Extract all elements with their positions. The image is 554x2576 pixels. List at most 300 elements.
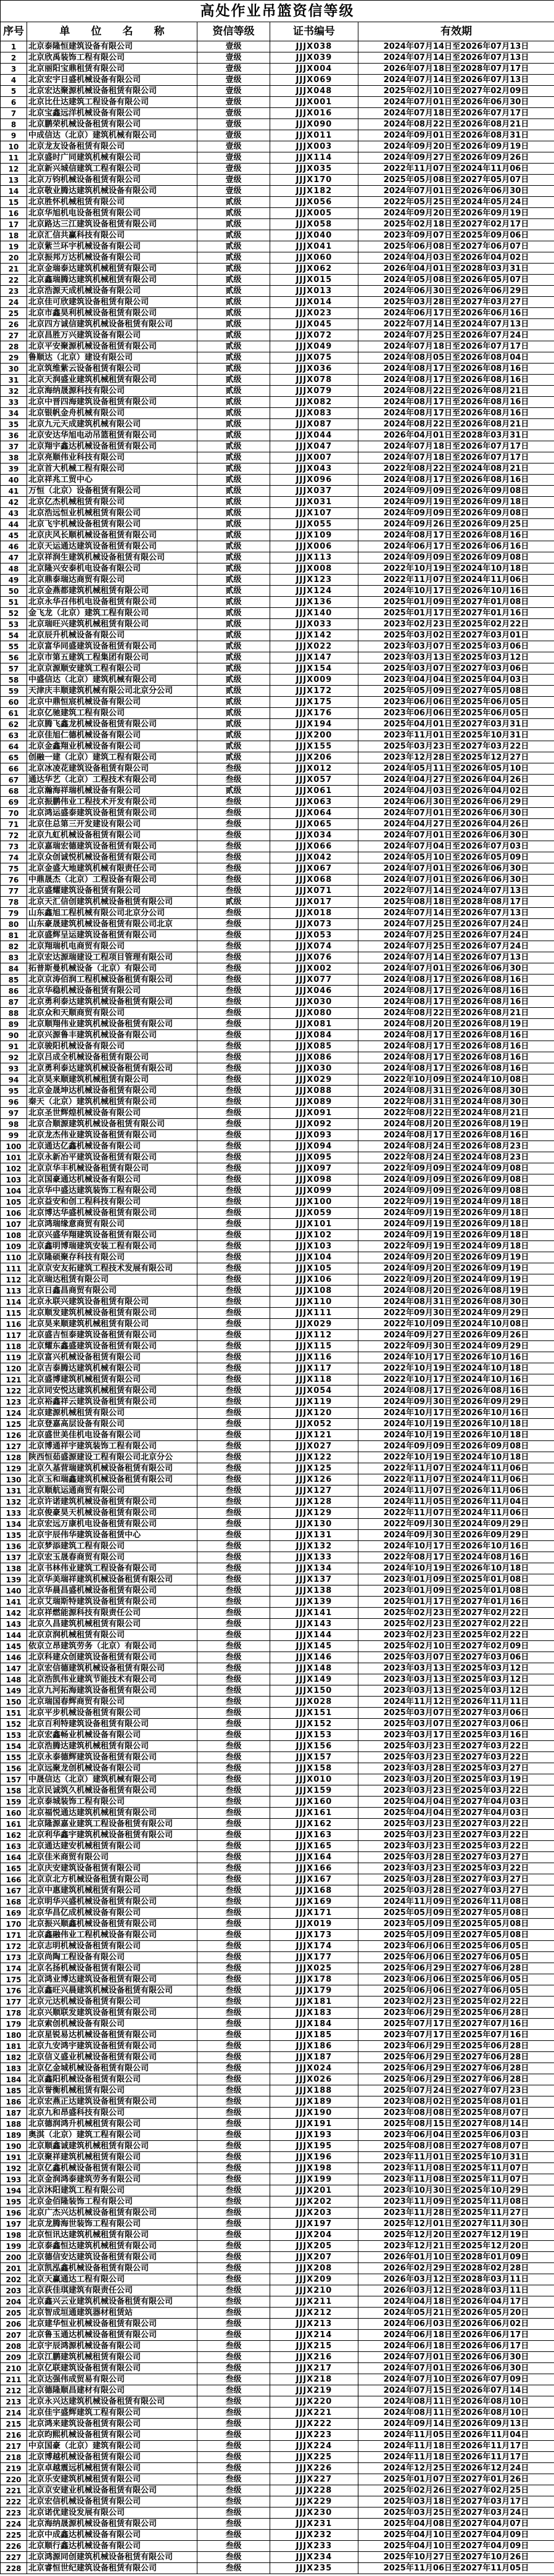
- grade-cell: 叁级: [197, 963, 270, 974]
- row-number-cell: 210: [1, 2363, 27, 2374]
- row-number-cell: 63: [1, 730, 27, 741]
- company-name-cell: 北京永泰德辉建筑设备租赁有限公司: [27, 1752, 197, 1763]
- company-name-cell: 北京天赢通达工程有限公司: [27, 2274, 197, 2285]
- grade-cell: 贰级: [197, 352, 270, 364]
- table-row: [1, 1086, 554, 1097]
- company-name-cell: 北京飞宇机械设备租赁有限公司: [27, 519, 197, 530]
- company-name-cell: 北京宏宇日盛机械设备有限公司: [27, 75, 197, 86]
- table-row: [1, 508, 554, 519]
- company-name-cell: 北京鑫融伟业工程机械设备有限公司: [27, 1930, 197, 1941]
- validity-cell: 2025年06月29日至2027年06月28日: [358, 2074, 554, 2085]
- company-name-cell: 北京振鹏伟业工程技术开发有限公司: [27, 797, 197, 808]
- row-number-cell: 70: [1, 808, 27, 819]
- cert-no-cell: JJJX054: [270, 1386, 358, 1397]
- company-name-cell: 北京盛世美佳机电设备有限公司: [27, 1430, 197, 1441]
- grade-cell: 贰级: [197, 752, 270, 763]
- cert-no-cell: JJJX176: [270, 708, 358, 719]
- company-name-cell: 北京玉和瑞鑫建筑机械设备租赁有限公司: [27, 1474, 197, 1485]
- table-row: [1, 2030, 554, 2041]
- table-row: [1, 1197, 554, 1208]
- table-row: [1, 997, 554, 1008]
- cert-no-cell: JJJX228: [270, 2485, 358, 2496]
- row-number-cell: 21: [1, 264, 27, 275]
- company-name-cell: 北京日鑫昌商贸有限公司: [27, 1286, 197, 1297]
- row-number-cell: 157: [1, 1774, 27, 1785]
- table-row: [1, 1474, 554, 1485]
- company-name-cell: 北京勇利泰达建筑机械设备租赁有限公司: [27, 997, 197, 1008]
- table-row: [1, 1174, 554, 1186]
- grade-cell: 贰级: [197, 630, 270, 641]
- table-row: [1, 1952, 554, 1963]
- cert-no-cell: JJJX099: [270, 1186, 358, 1197]
- company-name-cell: 北京誉衡机械租赁有限公司: [27, 2085, 197, 2096]
- grade-cell: 叁级: [197, 1397, 270, 1408]
- validity-cell: 2024年09月01日至2026年08月31日: [358, 130, 554, 141]
- cert-no-cell: JJJX139: [270, 1597, 358, 1608]
- company-name-cell: 北京裕鑫祥云建筑设备租赁有限公司: [27, 1397, 197, 1408]
- cert-no-cell: JJJX172: [270, 686, 358, 697]
- validity-cell: 2024年06月03日至2026年06月02日: [358, 2319, 554, 2330]
- company-name-cell: 北京住总第三开发建设有限公司: [27, 819, 197, 830]
- table-row: [1, 1841, 554, 1852]
- validity-cell: 2024年06月17日至2026年06月16日: [358, 541, 554, 552]
- cert-no-cell: JJJX127: [270, 1485, 358, 1497]
- grade-cell: 叁级: [197, 2096, 270, 2108]
- cert-no-cell: JJJX106: [270, 1274, 358, 1286]
- row-number-cell: 122: [1, 1386, 27, 1397]
- table-row: [1, 741, 554, 752]
- grade-cell: 贰级: [197, 519, 270, 530]
- table-row: [1, 808, 554, 819]
- grade-cell: 叁级: [197, 2163, 270, 2174]
- table-row: [1, 2441, 554, 2452]
- row-number-cell: 186: [1, 2096, 27, 2108]
- row-number-cell: 167: [1, 1885, 27, 1897]
- cert-no-cell: JJJX028: [270, 1697, 358, 1708]
- company-name-cell: 北京紫兰环宇机械设备有限公司: [27, 241, 197, 252]
- grade-cell: 叁级: [197, 1863, 270, 1874]
- cert-no-cell: JJJX123: [270, 575, 358, 586]
- table-row: [1, 2096, 554, 2108]
- table-row: [1, 1408, 554, 1419]
- table-row: [1, 2530, 554, 2541]
- validity-cell: 2024年11月07日至2026年11月06日: [358, 1485, 554, 1497]
- validity-cell: 2024年08月17日至2026年08月16日: [358, 530, 554, 541]
- company-name-cell: 北京祥兆工贸中心: [27, 475, 197, 486]
- validity-cell: 2024年09月14日至2026年09月13日: [358, 2419, 554, 2430]
- grade-cell: 叁级: [197, 1163, 270, 1174]
- company-name-cell: 北京金晟坤达机械设备租赁有限公司: [27, 1086, 197, 1097]
- table-row: [1, 463, 554, 475]
- row-number-cell: 141: [1, 1597, 27, 1608]
- validity-cell: 2024年08月31日至2026年08月30日: [358, 1297, 554, 1308]
- validity-cell: 2023年04月04日至2025年04月03日: [358, 675, 554, 686]
- grade-cell: 叁级: [197, 775, 270, 786]
- table-row: [1, 2108, 554, 2119]
- cert-no-cell: JJJX081: [270, 1019, 358, 1030]
- company-name-cell: 北京盛耀建筑设备租赁有限公司: [27, 886, 197, 897]
- table-row: [1, 1785, 554, 1797]
- grade-cell: 叁级: [197, 1630, 270, 1641]
- company-name-cell: 北京永联兴建筑设备租赁有限公司: [27, 1297, 197, 1308]
- table-row: [1, 1341, 554, 1352]
- cert-no-cell: JJJX132: [270, 1541, 358, 1552]
- cert-no-cell: JJJX199: [270, 2174, 358, 2185]
- grade-cell: 贰级: [197, 264, 270, 275]
- row-number-cell: 95: [1, 1086, 27, 1097]
- grade-cell: 叁级: [197, 1452, 270, 1463]
- validity-cell: 2024年11月05日至2026年11月04日: [358, 2430, 554, 2441]
- table-row: [1, 1297, 554, 1308]
- cert-no-cell: JJJX163: [270, 1830, 358, 1841]
- company-name-cell: 通达华艺（北京）工程技术有限公司: [27, 775, 197, 786]
- grade-cell: 壹级: [197, 119, 270, 130]
- row-number-cell: 62: [1, 719, 27, 730]
- row-number-cell: 30: [1, 364, 27, 375]
- company-name-cell: 北京翔宇鑫达机械设备租赁有限公司: [27, 441, 197, 452]
- company-name-cell: 北京尚陶工程设备有限公司: [27, 1952, 197, 1963]
- company-name-cell: 北京浩源天成机械设备有限公司: [27, 286, 197, 297]
- cert-no-cell: JJJX154: [270, 663, 358, 675]
- row-number-cell: 26: [1, 319, 27, 330]
- table-row: [1, 2252, 554, 2263]
- table-row: [1, 352, 554, 364]
- row-number-cell: 3: [1, 64, 27, 75]
- company-name-cell: 北京亿驰建筑工程有限公司: [27, 708, 197, 719]
- row-number-cell: 87: [1, 997, 27, 1008]
- grade-cell: 壹级: [197, 75, 270, 86]
- grade-cell: 叁级: [197, 1330, 270, 1341]
- company-name-cell: 北京欣禹装饰工程有限公司: [27, 52, 197, 64]
- row-number-cell: 218: [1, 2452, 27, 2463]
- validity-cell: 2022年08月22日至2024年08月21日: [358, 463, 554, 475]
- row-number-cell: 69: [1, 797, 27, 808]
- row-number-cell: 140: [1, 1585, 27, 1597]
- table-row: [1, 1263, 554, 1274]
- company-name-cell: 北京敬业腾达建筑机械设备有限公司: [27, 186, 197, 197]
- company-name-cell: 北京丽阳宝鼎租赁有限公司: [27, 64, 197, 75]
- row-number-cell: 189: [1, 2130, 27, 2141]
- row-number-cell: 74: [1, 852, 27, 863]
- title-row: [1, 1, 554, 22]
- grade-cell: 叁级: [197, 1463, 270, 1474]
- company-name-cell: 山东鑫旭工程机械有限公司北京分公司: [27, 908, 197, 919]
- grade-cell: 贰级: [197, 675, 270, 686]
- grade-cell: 叁级: [197, 1363, 270, 1374]
- validity-cell: 2024年10月17日至2026年10月16日: [358, 1408, 554, 1419]
- row-number-cell: 200: [1, 2252, 27, 2263]
- cert-no-cell: JJJX173: [270, 1930, 358, 1941]
- validity-cell: 2025年06月06日至2027年06月05日: [358, 1985, 554, 1996]
- grade-cell: 叁级: [197, 1819, 270, 1830]
- row-number-cell: 159: [1, 1797, 27, 1808]
- validity-cell: 2023年12月21日至2025年12月20日: [358, 2241, 554, 2252]
- row-number-cell: 192: [1, 2163, 27, 2174]
- cert-no-cell: JJJX042: [270, 852, 358, 863]
- validity-cell: 2024年08月05日至2026年08月04日: [358, 352, 554, 364]
- row-number-cell: 90: [1, 1030, 27, 1041]
- validity-cell: 2024年07月18日至2026年07月17日: [358, 108, 554, 119]
- cert-no-cell: JJJX182: [270, 186, 358, 197]
- validity-cell: 2023年03月13日至2025年03月12日: [358, 652, 554, 663]
- grade-cell: 叁级: [197, 2308, 270, 2319]
- company-name-cell: 万恒（北京）设备租赁有限公司: [27, 486, 197, 497]
- validity-cell: 2023年11月08日至2025年11月07日: [358, 2163, 554, 2174]
- table-row: [1, 2507, 554, 2519]
- cert-no-cell: JJJX214: [270, 2330, 358, 2341]
- grade-cell: 叁级: [197, 2252, 270, 2263]
- cert-no-cell: JJJX065: [270, 819, 358, 830]
- grade-cell: 叁级: [197, 2119, 270, 2130]
- validity-cell: 2024年11月18日至2026年11月17日: [358, 2441, 554, 2452]
- row-number-cell: 137: [1, 1552, 27, 1563]
- row-number-cell: 202: [1, 2274, 27, 2285]
- company-name-cell: 北京昊来顺建筑机械租赁有限公司: [27, 1319, 197, 1330]
- table-row: [1, 1463, 554, 1474]
- table-row: [1, 1119, 554, 1130]
- cert-no-cell: JJJX136: [270, 597, 358, 608]
- cert-no-cell: JJJX146: [270, 1652, 358, 1663]
- row-number-cell: 212: [1, 2385, 27, 2396]
- cert-no-cell: JJJX145: [270, 1641, 358, 1652]
- cert-no-cell: JJJX223: [270, 2430, 358, 2441]
- row-number-cell: 148: [1, 1674, 27, 1685]
- row-number-cell: 96: [1, 1097, 27, 1108]
- validity-cell: 2023年11月28日至2025年11月27日: [358, 2208, 554, 2219]
- cert-no-cell: JJJX111: [270, 1308, 358, 1319]
- row-number-cell: 73: [1, 841, 27, 852]
- validity-cell: 2026年04月01日至2028年03月31日: [358, 264, 554, 275]
- column-header-validity: 有效期: [358, 22, 554, 41]
- grade-cell: 叁级: [197, 1708, 270, 1719]
- row-number-cell: 139: [1, 1574, 27, 1585]
- cert-no-cell: JJJX036: [270, 364, 358, 375]
- grade-cell: 叁级: [197, 2296, 270, 2308]
- validity-cell: 2025年04月04日至2027年04月03日: [358, 1797, 554, 1808]
- validity-cell: 2024年10月19日至2026年10月18日: [358, 1419, 554, 1430]
- grade-cell: 叁级: [197, 1263, 270, 1274]
- grade-cell: 叁级: [197, 2141, 270, 2152]
- cert-no-cell: JJJX030: [270, 997, 358, 1008]
- grade-cell: 叁级: [197, 1474, 270, 1485]
- grade-cell: 叁级: [197, 1052, 270, 1063]
- cert-no-cell: JJJX029: [270, 1319, 358, 1330]
- grade-cell: 叁级: [197, 1697, 270, 1708]
- table-row: [1, 2085, 554, 2096]
- validity-cell: 2023年01月09日至2025年01月08日: [358, 1585, 554, 1597]
- company-name-cell: 北京振兴顺鑫机械设备租赁有限公司: [27, 1919, 197, 1930]
- grade-cell: 叁级: [197, 1797, 270, 1808]
- company-name-cell: 北京国豪通达机械设备有限公司: [27, 1174, 197, 1186]
- row-number-cell: 193: [1, 2174, 27, 2185]
- cert-no-cell: JJJX143: [270, 1619, 358, 1630]
- row-number-cell: 16: [1, 208, 27, 219]
- cert-no-cell: JJJX108: [270, 1286, 358, 1297]
- row-number-cell: 228: [1, 2563, 27, 2574]
- company-name-cell: 北京浩腾达建筑机械租赁有限公司: [27, 1741, 197, 1752]
- row-number-cell: 40: [1, 475, 27, 486]
- company-name-cell: 北京佳宇盛辉建筑工程有限公司: [27, 2408, 197, 2419]
- row-number-cell: 80: [1, 919, 27, 930]
- validity-cell: 2024年08月24日至2026年08月23日: [358, 1141, 554, 1152]
- validity-cell: 2024年09月20日至2026年09月19日: [358, 1263, 554, 1274]
- table-row: [1, 697, 554, 708]
- row-number-cell: 134: [1, 1519, 27, 1530]
- cert-no-cell: JJJX194: [270, 719, 358, 730]
- company-name-cell: 北京梦添建筑工程有限公司: [27, 1541, 197, 1552]
- table-row: [1, 1041, 554, 1052]
- row-number-cell: 104: [1, 1186, 27, 1197]
- row-number-cell: 54: [1, 630, 27, 641]
- cert-no-cell: JJJX116: [270, 1352, 358, 1363]
- cert-no-cell: JJJX217: [270, 2363, 358, 2374]
- row-number-cell: 34: [1, 408, 27, 419]
- row-number-cell: 114: [1, 1297, 27, 1308]
- validity-cell: 2024年07月14日至2026年07月13日: [358, 952, 554, 963]
- cert-no-cell: JJJX157: [270, 1752, 358, 1763]
- validity-cell: 2025年06月29日至2027年06月28日: [358, 1963, 554, 1974]
- company-name-cell: 北京顺发建筑机械设备租赁有限公司: [27, 1308, 197, 1319]
- table-row: [1, 797, 554, 808]
- table-row: [1, 108, 554, 119]
- validity-cell: 2023年02月23日至2025年02月22日: [358, 619, 554, 630]
- company-name-cell: 北京筑维紫云设备租赁有限公司: [27, 364, 197, 375]
- validity-cell: 2024年07月25日至2026年07月24日: [358, 919, 554, 930]
- company-name-cell: 北京宏达聚源机械设备租赁有限公司: [27, 86, 197, 97]
- grade-cell: 叁级: [197, 1641, 270, 1652]
- cert-no-cell: JJJX094: [270, 1141, 358, 1152]
- grade-cell: 贰级: [197, 341, 270, 352]
- grade-cell: 叁级: [197, 1408, 270, 1419]
- table-row: [1, 1874, 554, 1885]
- row-number-cell: 151: [1, 1708, 27, 1719]
- table-row: [1, 2396, 554, 2408]
- table-row: [1, 2285, 554, 2296]
- cert-no-cell: JJJX024: [270, 2063, 358, 2074]
- grade-cell: 叁级: [197, 2552, 270, 2563]
- company-name-cell: 北京亮顺伟业科技有限公司: [27, 452, 197, 463]
- cert-no-cell: JJJX159: [270, 1785, 358, 1797]
- cert-no-cell: JJJX177: [270, 1952, 358, 1963]
- row-number-cell: 2: [1, 52, 27, 64]
- cert-no-cell: JJJX122: [270, 1452, 358, 1463]
- row-number-cell: 185: [1, 2085, 27, 2096]
- validity-cell: 2024年07月01日至2026年06月30日: [358, 2363, 554, 2374]
- company-name-cell: 北京四方诚信建筑机械设备租赁有限公司: [27, 319, 197, 330]
- company-name-cell: 北京骏阳机械设备有限公司: [27, 1041, 197, 1052]
- validity-cell: 2024年08月22日至2026年08月21日: [358, 119, 554, 130]
- cert-no-cell: JJJX209: [270, 2274, 358, 2285]
- validity-cell: 2024年09月20日至2026年09月19日: [358, 208, 554, 219]
- cert-no-cell: JJJX092: [270, 1119, 358, 1130]
- validity-cell: 2025年03月23日至2027年03月22日: [358, 1830, 554, 1841]
- table-row: [1, 286, 554, 297]
- grade-cell: 叁级: [197, 1186, 270, 1197]
- cert-no-cell: JJJX031: [270, 497, 358, 508]
- table-row: [1, 2296, 554, 2308]
- table-row: [1, 1885, 554, 1897]
- cert-no-cell: JJJX195: [270, 2141, 358, 2152]
- row-number-cell: 100: [1, 1141, 27, 1152]
- cert-no-cell: JJJX016: [270, 108, 358, 119]
- table-row: [1, 1763, 554, 1774]
- validity-cell: 2025年03月23日至2027年03月22日: [358, 741, 554, 752]
- cert-no-cell: JJJX129: [270, 1508, 358, 1519]
- cert-no-cell: JJJX109: [270, 530, 358, 541]
- row-number-cell: 4: [1, 75, 27, 86]
- grade-cell: 叁级: [197, 2463, 270, 2474]
- cert-no-cell: JJJX179: [270, 1985, 358, 1996]
- company-name-cell: 北京鑫兴云业建筑机械设备租赁有限公司: [27, 2296, 197, 2308]
- grade-cell: 叁级: [197, 1674, 270, 1685]
- cert-no-cell: JJJX185: [270, 2030, 358, 2041]
- validity-cell: 2024年11月18日至2026年11月17日: [358, 2452, 554, 2463]
- cert-no-cell: JJJX118: [270, 1374, 358, 1386]
- table-row: [1, 2163, 554, 2174]
- cert-no-cell: JJJX158: [270, 1763, 358, 1774]
- table-row: [1, 1852, 554, 1863]
- cert-no-cell: JJJX009: [270, 675, 358, 686]
- grade-cell: 叁级: [197, 1297, 270, 1308]
- table-row: [1, 1230, 554, 1241]
- row-number-cell: 130: [1, 1474, 27, 1485]
- grade-cell: 壹级: [197, 186, 270, 197]
- grade-cell: 叁级: [197, 1252, 270, 1263]
- company-name-cell: 北京庆风长顺机械设备租赁有限公司: [27, 530, 197, 541]
- row-number-cell: 216: [1, 2430, 27, 2441]
- validity-cell: 2025年06月29日至2027年06月28日: [358, 2063, 554, 2074]
- row-number-cell: 146: [1, 1652, 27, 1663]
- validity-cell: 2022年10月09日至2024年10月08日: [358, 1319, 554, 1330]
- cert-no-cell: JJJX189: [270, 2096, 358, 2108]
- company-name-cell: 北京京华丰机械设备租赁有限公司: [27, 1163, 197, 1174]
- cert-no-cell: JJJX084: [270, 1030, 358, 1041]
- row-number-cell: 201: [1, 2263, 27, 2274]
- company-name-cell: 北京信义盛业机械设备租赁有限公司: [27, 2052, 197, 2063]
- company-name-cell: 北京鸿运盛泰建筑设备租赁有限公司: [27, 808, 197, 819]
- grade-cell: 叁级: [197, 2519, 270, 2530]
- company-name-cell: 北京德信安达建筑设备租赁有限公司: [27, 2252, 197, 2263]
- row-number-cell: 168: [1, 1897, 27, 1908]
- cert-no-cell: JJJX126: [270, 1474, 358, 1485]
- cert-no-cell: JJJX034: [270, 830, 358, 841]
- cert-no-cell: JJJX231: [270, 2519, 358, 2530]
- row-number-cell: 110: [1, 1252, 27, 1263]
- cert-no-cell: JJJX235: [270, 2563, 358, 2574]
- validity-cell: 2022年10月09日至2024年10月08日: [358, 1074, 554, 1086]
- row-number-cell: 6: [1, 97, 27, 108]
- validity-cell: 2024年06月30日至2026年06月29日: [358, 286, 554, 297]
- company-name-cell: 北京博通祥宇建筑装饰工程有限公司: [27, 1441, 197, 1452]
- company-name-cell: 北京中晋四海建筑设备租赁有限公司: [27, 397, 197, 408]
- row-number-cell: 196: [1, 2208, 27, 2219]
- grade-cell: 贰级: [197, 441, 270, 452]
- table-row: [1, 186, 554, 197]
- company-name-cell: 北京京源顺安建筑工程有限公司: [27, 663, 197, 675]
- row-number-cell: 164: [1, 1852, 27, 1863]
- row-number-cell: 41: [1, 486, 27, 497]
- cert-no-cell: JJJX205: [270, 2241, 358, 2252]
- company-name-cell: 北京建华恒业机械设备租赁有限公司: [27, 2319, 197, 2330]
- grade-cell: 叁级: [197, 941, 270, 952]
- cert-no-cell: JJJX059: [270, 1208, 358, 1219]
- validity-cell: 2024年07月01日至2026年06月30日: [358, 863, 554, 875]
- row-number-cell: 75: [1, 863, 27, 875]
- table-row: [1, 2496, 554, 2507]
- validity-cell: 2024年06月30日至2026年06月29日: [358, 797, 554, 808]
- grade-cell: 叁级: [197, 1030, 270, 1041]
- validity-cell: 2024年09月20日至2026年09月19日: [358, 141, 554, 152]
